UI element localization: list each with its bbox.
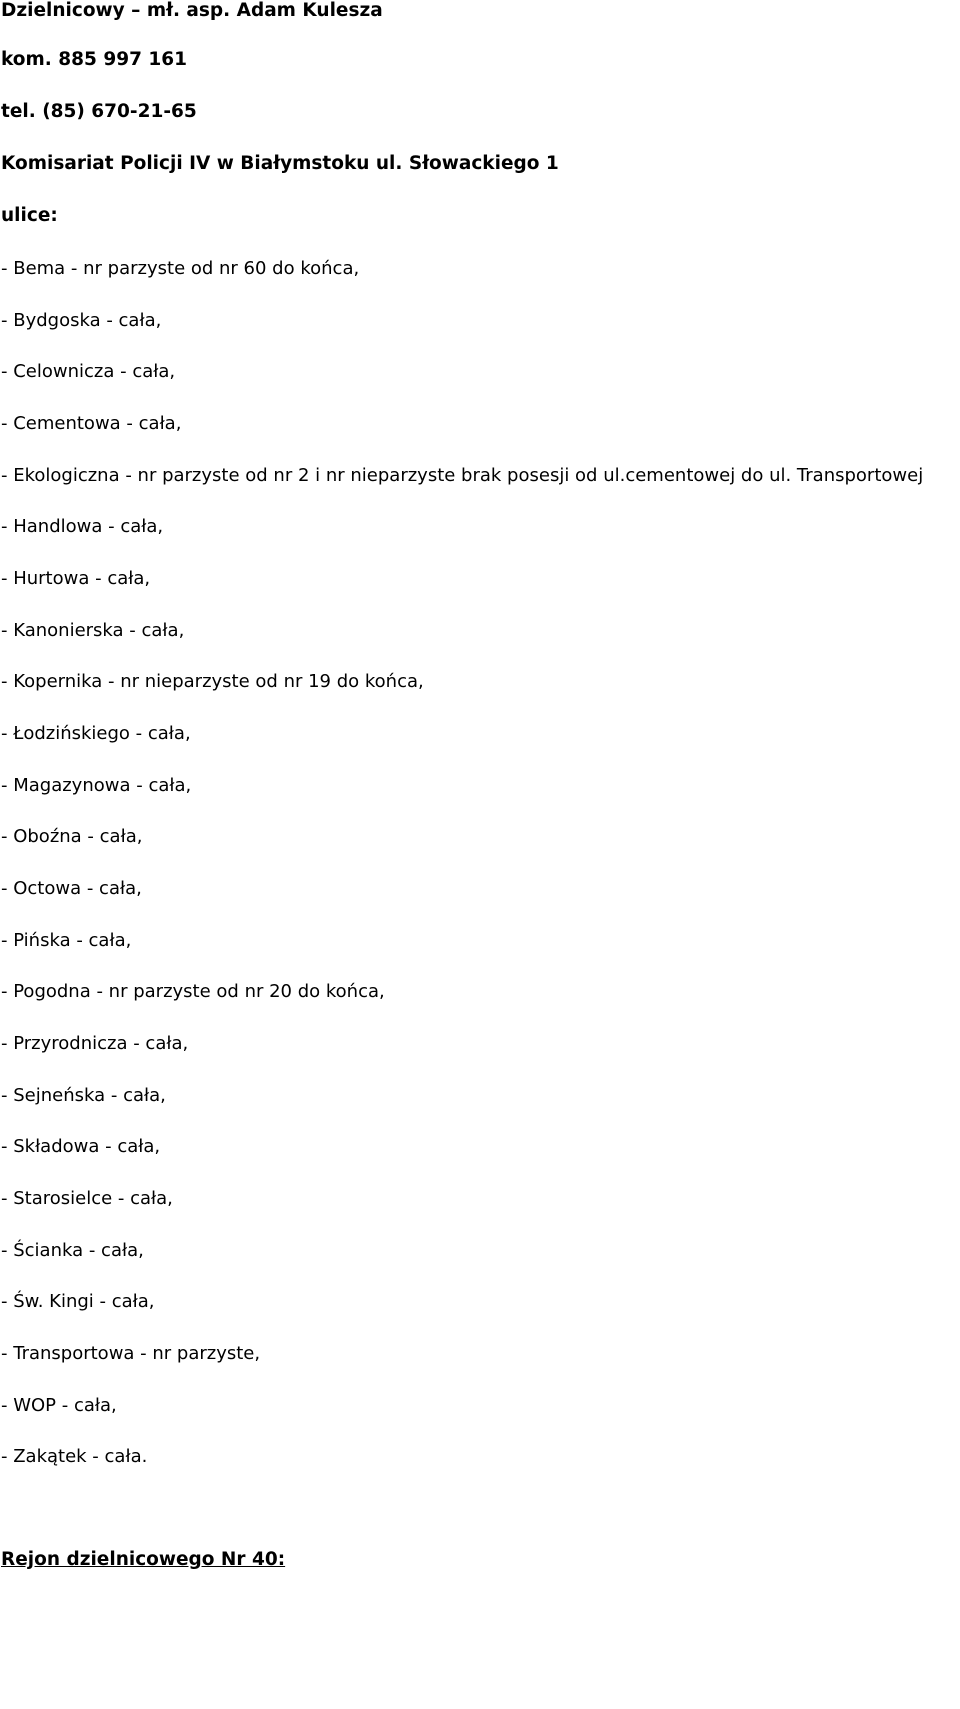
street-item: - Celownicza - cała, <box>1 361 176 382</box>
street-item: - Kopernika - nr nieparzyste od nr 19 do końca, <box>1 671 424 692</box>
mobile-number: kom. 885 997 161 <box>1 49 187 70</box>
street-item: - Sejneńska - cała, <box>1 1085 166 1106</box>
street-item: - Ekologiczna - nr parzyste od nr 2 i nr nieparzyste brak posesji od ul.cementowej do ul. Transportowej <box>1 465 924 486</box>
street-item: - Zakątek - cała. <box>1 1446 148 1467</box>
officer-name: Dzielnicowy – mł. asp. Adam Kulesza <box>1 0 383 21</box>
street-item: - Pogodna - nr parzyste od nr 20 do końca, <box>1 981 385 1002</box>
street-item: - Pińska - cała, <box>1 930 132 951</box>
next-section-heading: Rejon dzielnicowego Nr 40: <box>1 1549 286 1570</box>
street-item: - Św. Kingi - cała, <box>1 1291 155 1312</box>
street-item: - Magazynowa - cała, <box>1 775 192 796</box>
street-item: - Przyrodnicza - cała, <box>1 1033 189 1054</box>
street-item: - Cementowa - cała, <box>1 413 182 434</box>
phone-number: tel. (85) 670-21-65 <box>1 101 197 122</box>
street-item: - Oboźna - cała, <box>1 826 143 847</box>
street-item: - Handlowa - cała, <box>1 516 164 537</box>
street-item: - WOP - cała, <box>1 1395 117 1416</box>
station-address: Komisariat Policji IV w Białymstoku ul. Słowackiego 1 <box>1 153 559 174</box>
street-item: - Starosielce - cała, <box>1 1188 173 1209</box>
street-item: - Łodzińskiego - cała, <box>1 723 191 744</box>
street-item: - Hurtowa - cała, <box>1 568 151 589</box>
street-item: - Bydgoska - cała, <box>1 310 162 331</box>
street-item: - Transportowa - nr parzyste, <box>1 1343 261 1364</box>
street-item: - Bema - nr parzyste od nr 60 do końca, <box>1 258 360 279</box>
streets-label: ulice: <box>1 205 58 226</box>
street-item: - Kanonierska - cała, <box>1 620 185 641</box>
street-item: - Ścianka - cała, <box>1 1240 144 1261</box>
street-item: - Składowa - cała, <box>1 1136 161 1157</box>
street-item: - Octowa - cała, <box>1 878 142 899</box>
